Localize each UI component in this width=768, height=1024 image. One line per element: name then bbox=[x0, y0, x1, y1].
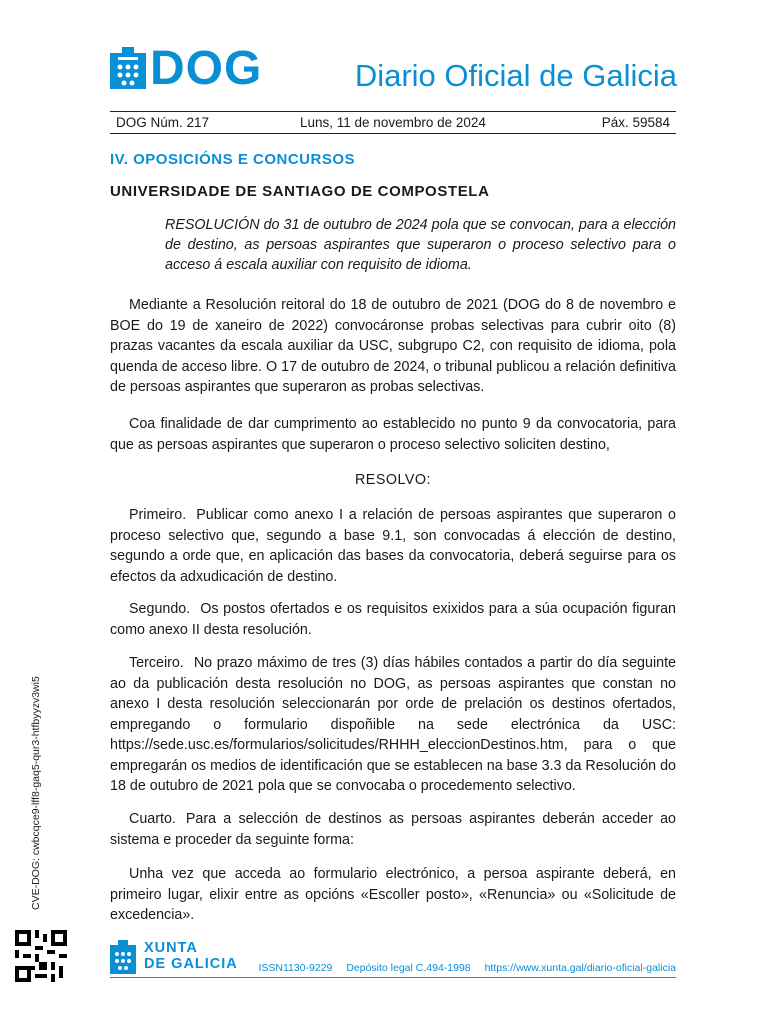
body-paragraph bbox=[110, 864, 676, 926]
article-lead: Primeiro. bbox=[129, 507, 187, 523]
xunta-line: XUNTA bbox=[144, 940, 198, 956]
dog-logo-text: DOG bbox=[150, 42, 263, 95]
institution-name: UNIVERSIDADE DE SANTIAGO DE COMPOSTELA bbox=[110, 183, 490, 200]
footer-info bbox=[247, 962, 676, 974]
paragraph-text: Mediante a Resolución reitoral do 18 de outubro de 2021 (DOG do 8 de novembro e BOE do 19 de xaneiro de 2022) convocáronse probas selectivas para cubrir oito (8) prazas vacantes da escala auxiliar da USC, subgrupo C2, con requisito de idioma, pola quenda de acceso libre. O 17 de outubro de 2024, o tribunal publicou a relación definitiva de persoas aspirantes que superaron as probas selectivas. bbox=[110, 297, 676, 395]
article-segundo bbox=[110, 599, 676, 640]
footer-url-link[interactable]: https://www.xunta.gal/diario-oficial-galicia bbox=[484, 962, 676, 974]
article-lead: Cuarto. bbox=[129, 811, 176, 827]
article-terceiro bbox=[110, 653, 676, 797]
xunta-logo-text bbox=[144, 940, 238, 972]
paragraph-text: Unha vez que acceda ao formulario electrónico, a persoa aspirante deberá, en primeiro lugar, elixir entre as opcións «Escoller posto», «Renuncia» ou «Solicitude de excedencia». bbox=[110, 866, 676, 923]
body-paragraph bbox=[110, 295, 676, 398]
article-text: No prazo máximo de tres (3) días hábiles contados a partir do día seguinte ao da publicación desta resolución no DOG, as persoas aspirantes que constan no anexo I desta resolución seleccionarán por orde de prelación os destinos ofertados, empregando o formulario dispoñible na sede electrónica da USC: https://sede.usc.es/formularios/solicitudes/RHHH_eleccionDestinos.htm, para o que empregarán os medios de identificación que se establecen na base 3.3 da Resolución do 18 de outubro de 2021 pola que se convocaba o procedemento selectivo. bbox=[110, 655, 676, 794]
page-number: Páx. 59584 bbox=[601, 115, 670, 130]
section-title: IV. OPOSICIÓNS E CONCURSOS bbox=[110, 151, 355, 168]
article-text: Publicar como anexo I a relación de persoas aspirantes que superaron o proceso selectivo que, segundo a base 9.1, son convocadas á elección de destino, segundo a orde que, en aplicación das bases da convocatoria, deberá seguirse para os efectos da adxudicación de destino. bbox=[110, 507, 676, 585]
issue-header-bar bbox=[110, 111, 676, 134]
issue-date: Luns, 11 de novembro de 2024 bbox=[300, 115, 486, 130]
issue-number: DOG Núm. 217 bbox=[116, 115, 210, 130]
article-cuarto bbox=[110, 809, 676, 850]
paragraph-text: Coa finalidade de dar cumprimento ao establecido no punto 9 da convocatoria, para que as persoas aspirantes que superaron o proceso selectivo soliciten destino, bbox=[110, 416, 676, 453]
article-lead: Segundo. bbox=[129, 601, 191, 617]
issn: ISSN1130-9229 bbox=[258, 962, 333, 974]
cve-code: CVE-DOG: cwbcqce9-lff8-gaq5-qur3-htfbyyzv3wi5 bbox=[30, 676, 42, 910]
article-text: Para a selección de destinos as persoas aspirantes deberán acceder ao sistema e proceder da seguinte forma: bbox=[110, 811, 676, 848]
article-primeiro bbox=[110, 505, 676, 587]
xunta-line: DE GALICIA bbox=[144, 956, 238, 972]
article-lead: Terceiro. bbox=[129, 655, 184, 671]
resolution-summary: RESOLUCIÓN do 31 de outubro de 2024 pola que se convocan, para a elección de destino, as persoas aspirantes que superaron o proceso selectivo para o acceso á escala auxiliar con requisito de idioma. bbox=[165, 217, 676, 273]
resolvo-heading: RESOLVO: bbox=[354, 472, 432, 488]
publication-title: Diario Oficial de Galicia bbox=[354, 58, 677, 93]
body-paragraph bbox=[110, 414, 676, 455]
galicia-emblem-icon bbox=[110, 47, 146, 89]
article-text: Os postos ofertados e os requisitos exixidos para a súa ocupación figuran como anexo II desta resolución. bbox=[110, 601, 676, 638]
deposito-legal: Depósito legal C.494-1998 bbox=[346, 962, 471, 974]
dog-logo bbox=[110, 42, 263, 95]
qr-code-icon bbox=[15, 930, 67, 982]
xunta-emblem-icon bbox=[110, 940, 136, 974]
footer-divider bbox=[110, 977, 676, 978]
